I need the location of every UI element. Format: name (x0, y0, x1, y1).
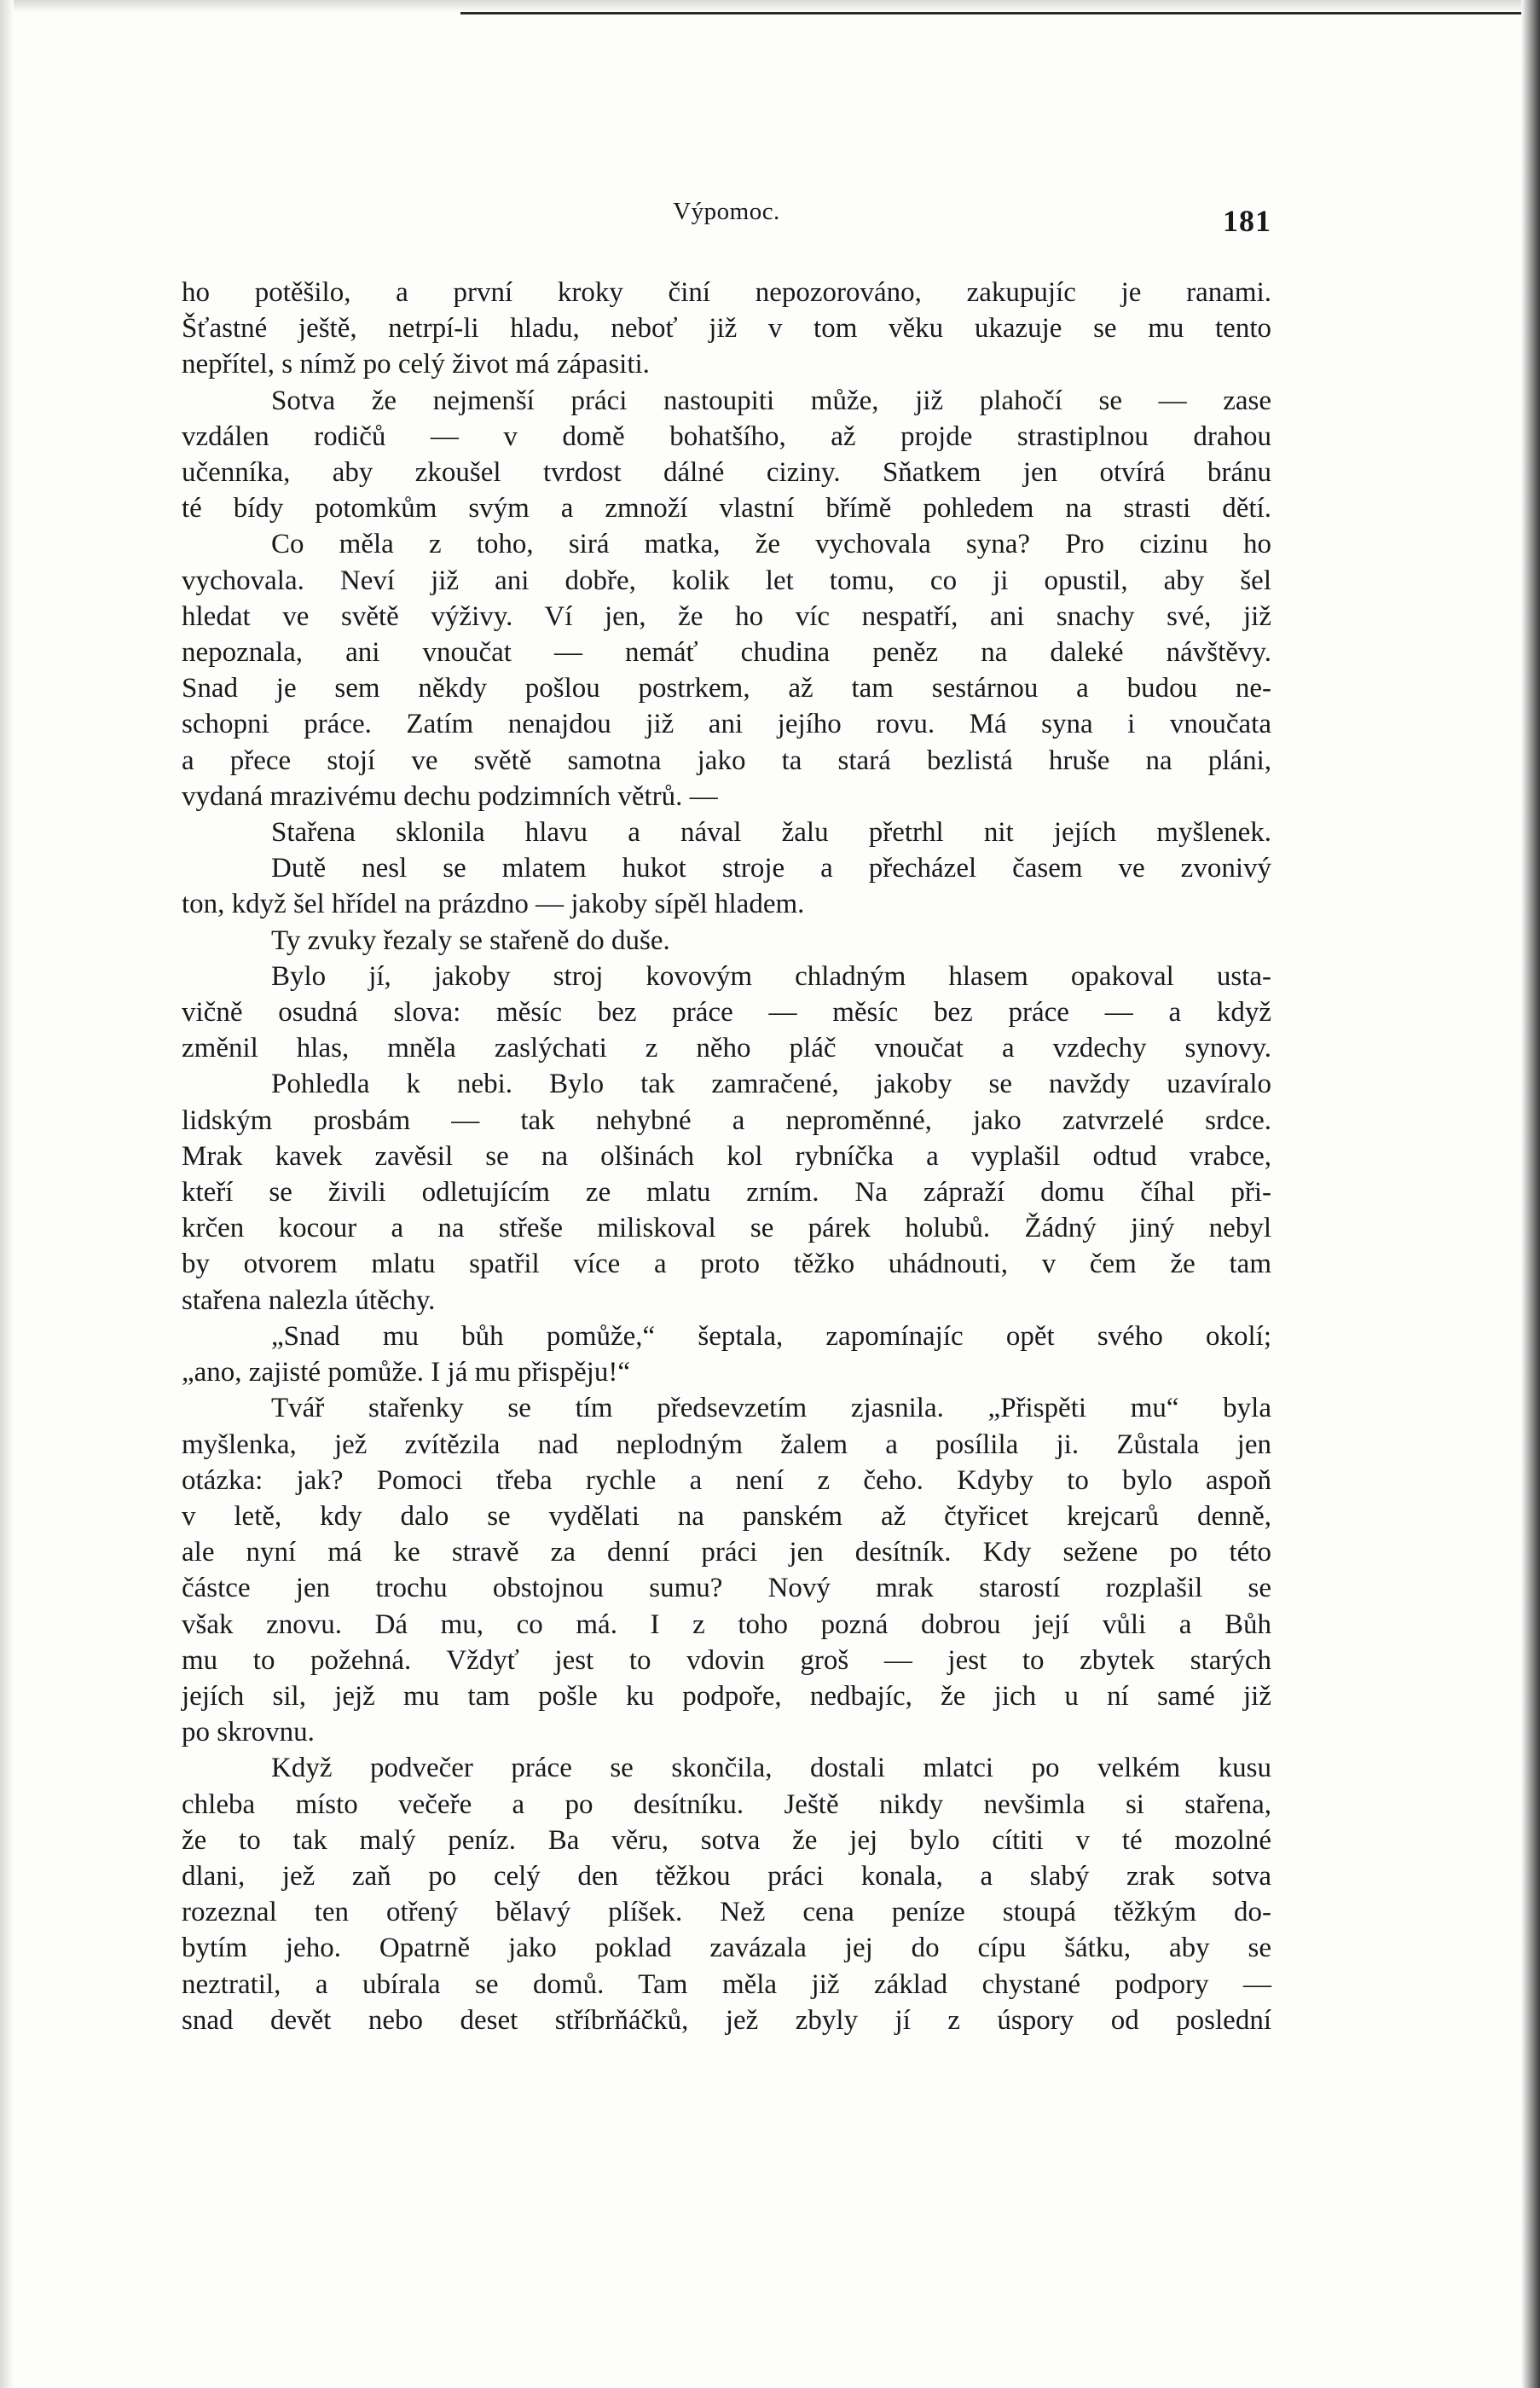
text-line: stařena nalezla útěchy. (182, 1284, 436, 1316)
text-line: Sotva že nejmenší práci nastoupiti může, již plahočí se — zase (271, 385, 1271, 416)
text-line: Ty zvuky řezaly se stařeně do duše. (271, 924, 670, 956)
page-top-edge (0, 0, 1540, 12)
text-line: nepřítel, s nímž po celý život má zápasiti. (182, 349, 650, 380)
text-line: ho potěšilo, a první kroky činí nepozorováno, zakupujíc je ranami. (182, 277, 1271, 308)
top-rule (460, 12, 1522, 14)
text-line: Bylo jí, jakoby stroj kovovým chladným hlasem opakoval ustа- (271, 960, 1271, 992)
text-line: chleba místo večeře a po desítníku. Ještě nikdy nevšimla si stařena, (182, 1788, 1271, 1820)
text-line: ton, když šel hřídel na prázdno — jakoby sípěl hladem. (182, 889, 805, 920)
text-line: rozeznal ten otřený bělavý plíšek. Než cena peníze stoupá těžkým do- (182, 1897, 1271, 1928)
text-line: té bídy potomkům svým a zmnoží vlastní břímě pohledem na strasti dětí. (182, 493, 1271, 525)
text-line: Šťastné ještě, netrpí-li hladu, neboť již v tom věku ukazuje se mu tento (182, 313, 1271, 345)
text-line: krčen kocour a na střeše miliskoval se párek holubů. Žádný jiný nebyl (182, 1213, 1271, 1244)
text-line: vičně osudná slova: měsíc bez práce — měsíc bez práce — a když (182, 997, 1271, 1029)
text-line: otázka: jak? Pomoci třeba rychle a není z čeho. Kdyby to bylo aspoň (182, 1464, 1271, 1496)
text-line: Dutě nesl se mlatem hukot stroje a přecházel časem ve zvonivý (271, 853, 1271, 884)
text-line: vzdálen rodičů — v domě bohatšího, až projde strastiplnou drahou (182, 420, 1271, 452)
text-line: vychovala. Neví již ani dobře, kolik let tomu, co ji opustil, aby šel (182, 565, 1271, 596)
text-line: učenníka, aby zkoušel tvrdost dálné ciziny. Sňatkem jen otvírá bránu (182, 457, 1271, 489)
text-line: „ano, zajisté pomůže. I já mu přispěju!“ (182, 1357, 630, 1388)
text-line: by otvorem mlatu spatřil více a proto těžko uhádnouti, v čem že tam (182, 1249, 1271, 1280)
text-line: mu to požehná. Vždyť jest to vdovin groš — jest to zbytek starých (182, 1644, 1271, 1676)
text-line: dlani, jež zaň po celý den těžkou práci konala, a slabý zrak sotva (182, 1860, 1271, 1892)
text-line: nepoznala, ani vnoučat — nemáť chudina peněz na daleké návštěvy. (182, 637, 1271, 669)
text-line: hledat ve světě výživy. Ví jen, že ho víc nespatří, ani snachy své, již (182, 600, 1271, 632)
text-line: bytím jeho. Opatrně jako poklad zavázala jej do cípu šátku, aby se (182, 1933, 1271, 1964)
text-line: myšlenka, jež zvítězila nad neplodným žalem a posílila ji. Zůstala jen (182, 1429, 1271, 1460)
text-line: neztratil, a ubírala se domů. Tam měla již základ chystané podpory — (182, 1968, 1271, 2000)
text-line: Pohledla k nebi. Bylo tak zamračené, jakoby se navždy uzavíralo (271, 1069, 1271, 1100)
text-line: Co měla z toho, sirá matka, že vychovala syna? Pro cizinu ho (271, 529, 1271, 560)
text-line: že to tak malý peníz. Ba věru, sotva že jej bylo cítiti v té mozolné (182, 1824, 1271, 1856)
text-line: částce jen trochu obstojnou sumu? Nový mrak starostí rozplašil se (182, 1573, 1271, 1604)
text-line: v letě, kdy dalo se vydělati na panském až čtyřicet krejcarů denně, (182, 1500, 1271, 1532)
text-line: Když podvečer práce se skončila, dostali mlatci po velkém kusu (271, 1753, 1271, 1784)
text-line: lidským prosbám — tak nehybné a neproměnné, jako zatvrzelé srdce. (182, 1104, 1271, 1136)
text-line: Tvář stařenky se tím předsevzetím zjasnila. „Přispěti mu“ byla (271, 1393, 1271, 1424)
page-left-edge (0, 0, 14, 2388)
running-title: Výpomoc. (673, 198, 780, 225)
text-line: kteří se živili odletujícím ze mlatu zrním. Na zápraží domu číhal při- (182, 1177, 1271, 1208)
page-right-edge (1521, 0, 1540, 2388)
text-line: a přece stojí ve světě samotna jako ta stará bezlistá hruše na pláni, (182, 745, 1271, 776)
text-line: změnil hlas, mněla zaslýchati z něho pláč vnoučat a vzdechy synovy. (182, 1033, 1271, 1064)
text-line: vydaná mrazivému dechu podzimních větrů. — (182, 780, 718, 812)
text-line: Snad je sem někdy pošlou postrkem, až tam sestárnou a budou ne- (182, 673, 1271, 704)
page-number: 181 (1223, 204, 1271, 238)
text-line: „Snad mu bůh pomůže,“ šeptala, zapomínajíc opět svého okolí; (271, 1320, 1271, 1352)
text-line: ale nyní má ke stravě za denní práci jen desítník. Kdy sežene po této (182, 1537, 1271, 1568)
text-line: po skrovnu. (182, 1717, 315, 1748)
text-line: jejích sil, jejž mu tam pošle ku podpoře, nedbajíc, že jich u ní samé již (182, 1680, 1271, 1712)
text-line: Mrak kavek zavěsil se na olšinách kol rybníčka a vyplašil odtud vrabce, (182, 1140, 1271, 1172)
text-line: však znovu. Dá mu, co má. I z toho pozná dobrou její vůli a Bůh (182, 1608, 1271, 1640)
text-body (182, 275, 1271, 2038)
text-line: Stařena sklonila hlavu a nával žalu přetrhl nit jejích myšlenek. (271, 817, 1271, 849)
text-line: snad devět nebo deset stříbrňáčků, jež zbyly jí z úspory od poslední (182, 2004, 1271, 2036)
text-line: schopni práce. Zatím nenajdou již ani jejího rovu. Má syna i vnoučata (182, 709, 1271, 740)
page-header (182, 198, 1271, 241)
